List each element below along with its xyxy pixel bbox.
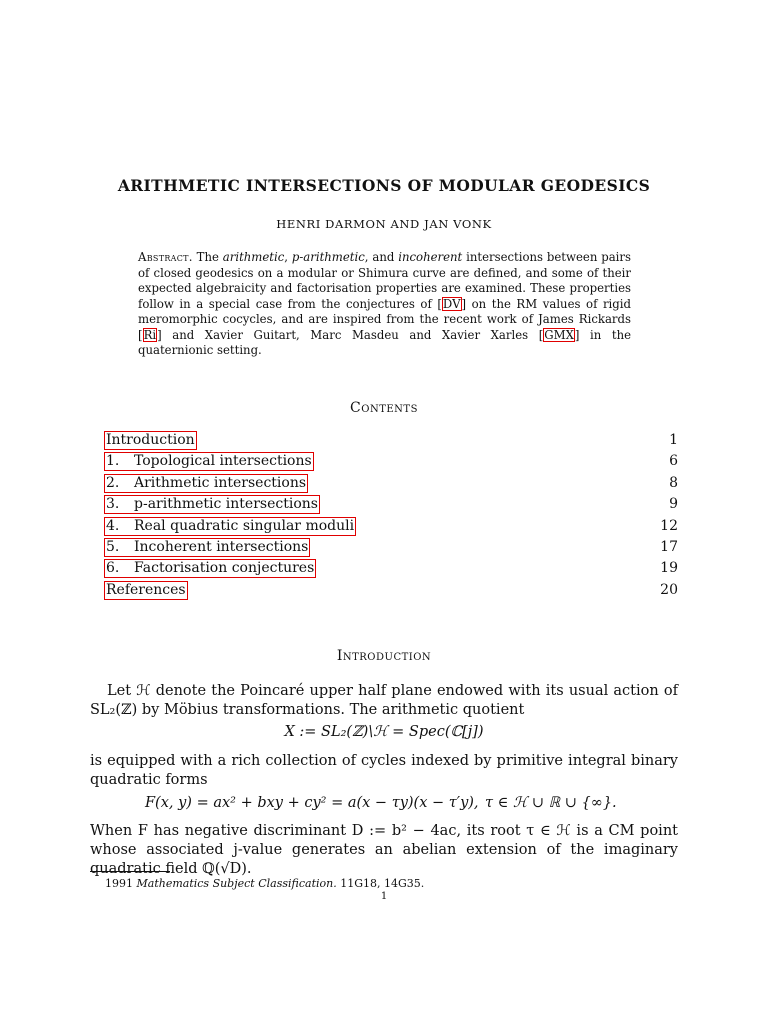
toc-link-factorisation-conjectures[interactable] bbox=[104, 559, 316, 578]
intro-paragraph-2: is equipped with a rich collection of cycles indexed by primitive integral binary quadratic forms bbox=[90, 753, 678, 788]
toc-label: Factorisation conjectures bbox=[134, 560, 315, 577]
toc-label: Incoherent intersections bbox=[134, 538, 309, 555]
footnote-label: Mathematics Subject Classification. bbox=[136, 877, 337, 890]
toc-section-number: 4. bbox=[106, 517, 120, 534]
toc-page-number: 6 bbox=[669, 453, 678, 470]
equation-quadratic-form bbox=[145, 795, 665, 811]
toc-label: Real quadratic singular moduli bbox=[134, 517, 355, 534]
abstract-text-2: , bbox=[284, 250, 292, 264]
intro-paragraph-1: Let ℋ denote the Poincaré upper half plane endowed with its usual action of SL₂(ℤ) by Möbius transformations. The arithmetic quotient bbox=[90, 683, 678, 718]
citation-link-ri[interactable]: Ri bbox=[143, 327, 157, 342]
toc-row bbox=[104, 516, 678, 537]
toc-section-number: 3. bbox=[106, 496, 120, 513]
abstract-text-7: in the quaternionic setting. bbox=[138, 327, 632, 357]
equation-quadratic-form-rhs: τ ∈ ℋ ∪ ℝ ∪ {∞}. bbox=[485, 795, 617, 811]
toc-row bbox=[104, 494, 678, 515]
toc-row bbox=[104, 451, 678, 472]
toc-section-number: 5. bbox=[106, 538, 120, 555]
abstract-text-6: and Xavier Guitart, Marc Masdeu and Xavier Xarles bbox=[161, 327, 539, 342]
abstract-text-3: , and bbox=[364, 250, 399, 264]
table-of-contents bbox=[104, 430, 678, 601]
abstract-text-4: intersections between pairs of closed geodesics on a modular or Shimura curve are defined, and some of their expected algebraicity and factorisation properties are examined. These properties follow in a special case from the conjectures of bbox=[138, 250, 631, 311]
toc-row bbox=[104, 580, 678, 601]
contents-heading: Contents bbox=[350, 400, 418, 416]
abstract-label: Abstract. bbox=[138, 250, 193, 264]
toc-row bbox=[104, 430, 678, 451]
citation-link-dv[interactable]: DV bbox=[442, 296, 461, 311]
toc-link-introduction[interactable] bbox=[104, 431, 197, 450]
footnote bbox=[105, 877, 424, 890]
toc-label: References bbox=[106, 581, 186, 598]
equation-quadratic-form-lhs: F(x, y) = ax² + bxy + cy² = a(x − τy)(x − τ′y), bbox=[145, 795, 479, 811]
toc-section-number: 6. bbox=[106, 560, 120, 577]
equation-arithmetic-quotient: X := SL₂(ℤ)\ℋ = Spec(ℂ[j]) bbox=[284, 724, 484, 740]
toc-label: p-arithmetic intersections bbox=[134, 496, 318, 513]
toc-page-number: 20 bbox=[660, 581, 678, 598]
toc-page-number: 1 bbox=[669, 432, 678, 448]
citation-link-gmx[interactable]: GMX bbox=[544, 327, 574, 342]
introduction-heading: Introduction bbox=[336, 648, 432, 664]
abstract-term-incoherent: incoherent bbox=[398, 250, 463, 264]
abstract-text-1: The bbox=[192, 250, 223, 264]
toc-section-number: 1. bbox=[106, 453, 120, 470]
toc-row bbox=[104, 473, 678, 494]
intro-paragraph-3: When F has negative discriminant D := b² − 4ac, its root τ ∈ ℋ is a CM point whose associated j-value generates an abelian extension of the imaginary quadratic field ℚ(√D). bbox=[90, 823, 678, 877]
toc-label: Introduction bbox=[106, 432, 195, 448]
footnote-codes: 11G18, 14G35. bbox=[340, 877, 425, 890]
toc-link-real-quadratic-singular-moduli[interactable] bbox=[104, 517, 356, 536]
paper-title: ARITHMETIC INTERSECTIONS OF MODULAR GEODESICS bbox=[117, 176, 651, 195]
toc-page-number: 12 bbox=[660, 517, 678, 534]
toc-page-number: 17 bbox=[660, 538, 678, 555]
footnote-divider bbox=[90, 871, 170, 872]
toc-row bbox=[104, 537, 678, 558]
toc-section-number: 2. bbox=[106, 474, 120, 491]
toc-link-incoherent-intersections[interactable] bbox=[104, 538, 310, 557]
toc-link-p-arithmetic-intersections[interactable] bbox=[104, 495, 320, 514]
toc-link-arithmetic-intersections[interactable] bbox=[104, 474, 308, 493]
toc-link-references[interactable] bbox=[104, 581, 188, 600]
paper-authors: HENRI DARMON AND JAN VONK bbox=[276, 217, 492, 231]
toc-label: Arithmetic intersections bbox=[134, 474, 307, 491]
toc-link-topological-intersections[interactable] bbox=[104, 452, 314, 471]
abstract-term-arithmetic: arithmetic bbox=[222, 250, 285, 264]
footnote-year: 1991 bbox=[105, 877, 133, 890]
toc-row bbox=[104, 558, 678, 579]
page-number: 1 bbox=[380, 891, 388, 902]
abstract: Abstract. The arithmetic, p-arithmetic, and incoherent intersections between pairs of closed geodesics on a modular or Shimura curve are defined, and some of their expected algebraicity and factorisation properties are examined. These properties follow in a special case from the conjectures of [DV] on the RM values of rigid meromorphic cocycles, and are inspired from the recent work of James Rickards [Ri] and Xavier Guitart, Marc Masdeu and Xavier Xarles [GMX] in the quaternionic setting. bbox=[138, 250, 632, 357]
abstract-term-p-arithmetic: p-arithmetic bbox=[291, 250, 365, 264]
toc-page-number: 9 bbox=[669, 496, 678, 513]
abstract-text-5: on the RM values of rigid meromorphic cocycles, and are inspired from the recent work of James Rickards bbox=[138, 296, 631, 326]
toc-page-number: 8 bbox=[669, 474, 678, 491]
toc-page-number: 19 bbox=[660, 560, 678, 577]
toc-label: Topological intersections bbox=[134, 453, 312, 470]
